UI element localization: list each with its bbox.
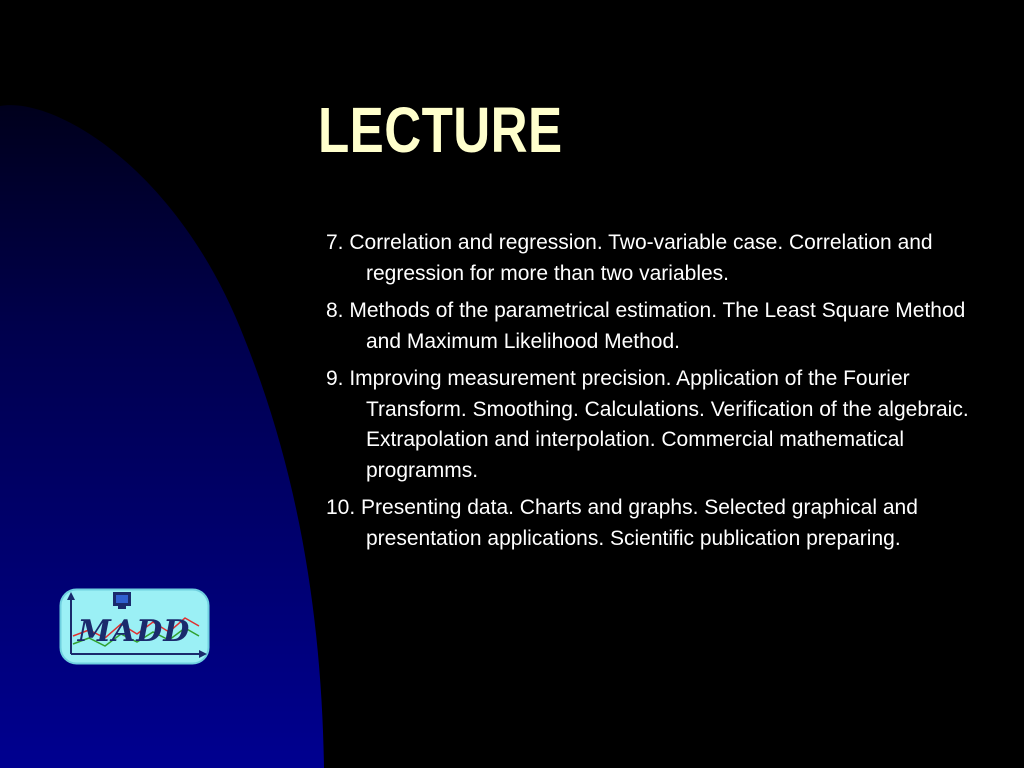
- lecture-topics-list: [326, 228, 986, 561]
- list-item: 7. Correlation and regression. Two-variable case. Correlation and regression for more than two variables.: [326, 231, 933, 285]
- list-item: 10. Presenting data. Charts and graphs. Selected graphical and presentation applications. Scientific publication preparing.: [326, 496, 918, 550]
- madd-logo-text: MADD: [77, 614, 191, 649]
- madd-logo: [59, 588, 210, 665]
- slide-title: LECTURE: [318, 94, 563, 166]
- list-item: 9. Improving measurement precision. Application of the Fourier Transform. Smoothing. Calculations. Verification of the algebraic. Extrapolation and interpolation. Commercial mathematical programms.: [326, 367, 969, 482]
- list-item: 8. Methods of the parametrical estimation. The Least Square Method and Maximum Likelihood Method.: [326, 299, 966, 353]
